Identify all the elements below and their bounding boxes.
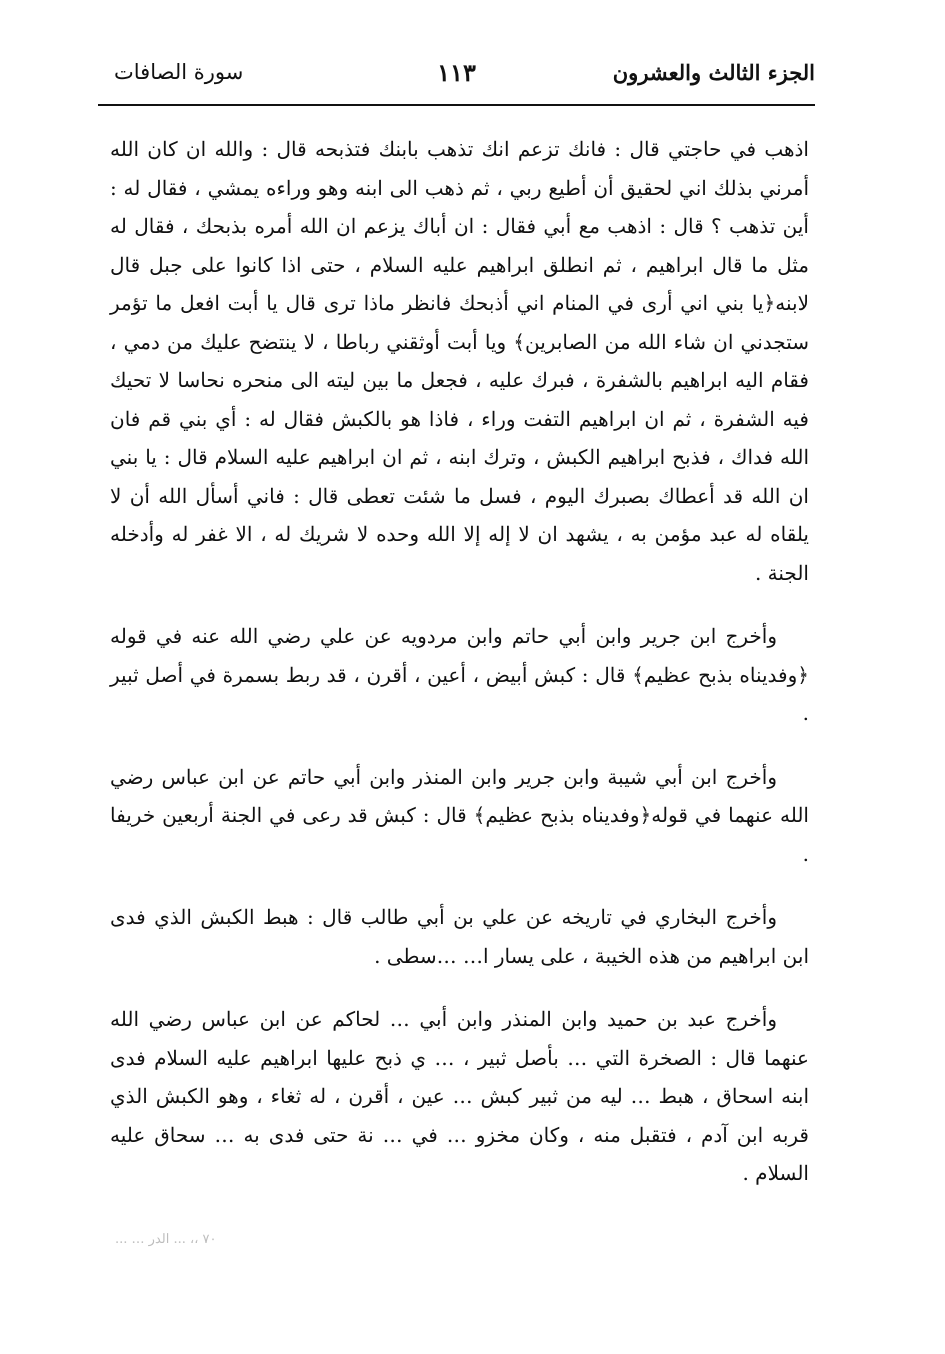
page-number: ١١٣ <box>437 58 476 87</box>
paragraph: وأخرج عبد بن حميد وابن المنذر وابن أبي … لحاكم عن ابن عباس رضي الله عنهما قال : الصخرة التي … بأصل ثبير ، … ي ذبح عليها ابراهيم عليه السلام فدى ابنه اسحاق ، هبط … ليه من ثبير كبش … عين ، أقرن ، له ثغاء ، وهو الكبش الذي قربه ابن آدم ، فتقبل منه ، وكان مخزو … في … نة حتى فدى به … سحاق عليه السلام . <box>110 1007 809 1185</box>
paragraph: وأخرج ابن أبي شيبة وابن جرير وابن المنذر وابن أبي حاتم عن ابن عباس رضي الله عنهما في قوله﴿وفديناه بذبح عظيم﴾ قال : كبش قد رعى في الجنة أربعين خريفا . <box>110 764 809 866</box>
paragraph: وأخرج ابن جرير وابن أبي حاتم وابن مردويه عن علي رضي الله عنه في قوله ﴿وفديناه بذبح عظيم﴾ قال : كبش أبيض ، أعين ، أقرن ، قد ربط بسمرة في أصل ثبير . <box>110 624 809 725</box>
juz-title: الجزء الثالث والعشرون <box>612 60 815 85</box>
body-text <box>110 130 809 1218</box>
paragraph: اذهب في حاجتي قال : فانك تزعم انك تذهب بابنك فتذبحه قال : والله ان كان الله أمرني بذلك اني لحقيق أن أطيع ربي ، ثم ذهب الى ابنه وهو وراءه يمشي ، فقال له : أين تذهب ؟ قال : اذهب مع أبي فقال : ان أباك يزعم ان الله أمره بذبحك ، فقال له مثل ما قال ابراهيم ، ثم انطلق ابراهيم عليه السلام ، حتى اذا كانوا على جبل قال لابنه﴿يا بني اني أرى في المنام اني أذبحك فانظر ماذا ترى قال يا أبت افعل ما تؤمر ستجدني ان شاء الله من الصابرين﴾ ويا أبت أوثقني رباطا ، لا ينتضح عليك من دمي ، فقام اليه ابراهيم بالشفرة ، فبرك عليه ، فجعل ما بين ليته الى منحره نحاسا لا تحيك فيه الشفرة ، ثم ان ابراهيم التفت وراء ، فاذا هو بالكبش فقال له : أي بني قم فان الله فداك ، فذبح ابراهيم الكبش ، وترك ابنه ، ثم ان ابراهيم عليه السلام قال : يا بني ان الله قد أعطاك بصبرك اليوم ، فسل ما شئت تعطى قال : فاني أسأل الله أن لا يلقاه له عبد مؤمن به ، يشهد ان لا إله إلا الله وحده لا شريك له ، الا غفر له وأدخله الجنة . <box>110 137 810 585</box>
surah-title: سورة الصافات <box>114 60 244 84</box>
header-divider <box>98 104 815 106</box>
footer-marks: ٧٠ ،، ... الدر … ... <box>115 1232 217 1247</box>
page-header <box>98 60 815 96</box>
paragraph: وأخرج البخاري في تاريخه عن علي بن أبي طالب قال : هبط الكبش الذي فدى ابن ابراهيم من هذه الخيبة ، على يسار ا… …سطى . <box>110 905 809 968</box>
